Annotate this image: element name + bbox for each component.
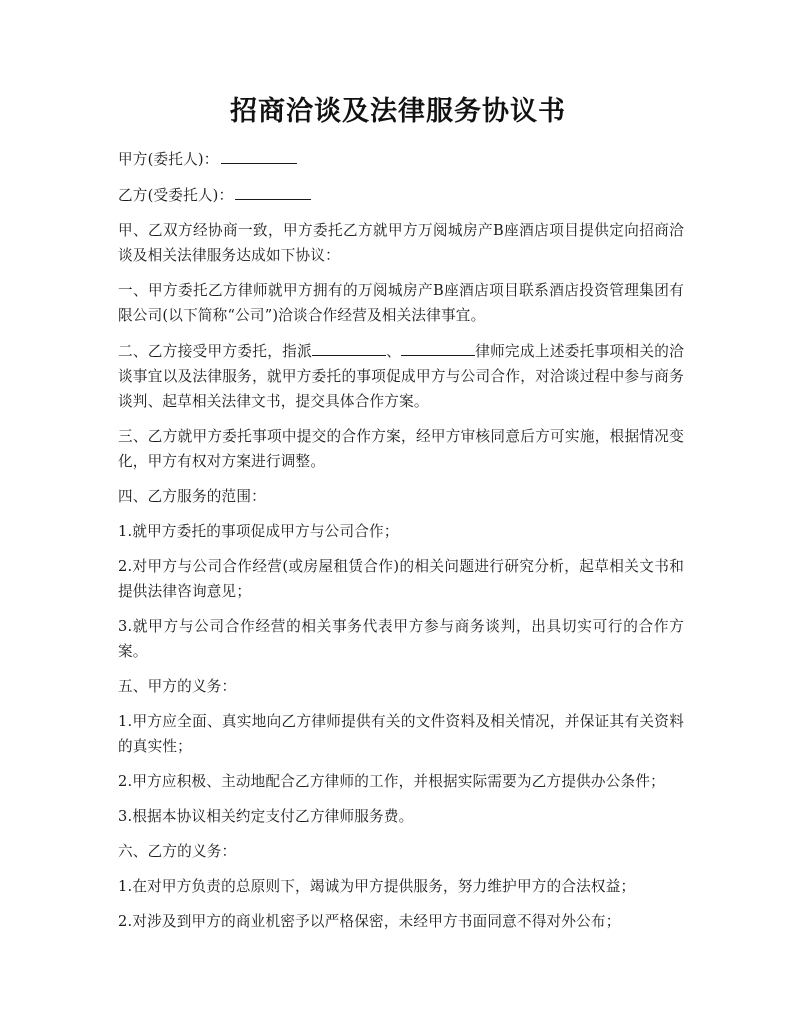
clause-6-item: 2.对涉及到甲方的商业机密予以严格保密，未经甲方书面同意不得对外公布； — [118, 913, 621, 930]
party-a-label: 甲方(委托人)： — [118, 151, 219, 168]
party-b-blank — [235, 182, 311, 200]
clause-2-separator: 、 — [386, 343, 402, 360]
lawyer-1-blank — [312, 338, 386, 356]
clause-6-item: 1.在对甲方负责的总原则下，竭诚为甲方提供服务，努力维护甲方的合法权益； — [118, 878, 636, 895]
clause-6-heading: 六、乙方的义务： — [118, 843, 237, 860]
clause-2-part-2: 律师完成上述委托事项相关的洽谈事宜以及法律服务，就甲方委托的事项促成甲方与公司合作，对洽谈过程中参与商务谈判、起草相关法律文书，提交具体合作方案。 — [118, 343, 685, 410]
party-a-blank — [221, 146, 297, 164]
party-b-label: 乙方(受委托人)： — [118, 187, 234, 204]
party-b-line — [118, 182, 684, 208]
clause-4-item: 1.就甲方委托的事项促成甲方与公司合作； — [118, 523, 399, 540]
intro-paragraph: 甲、乙双方经协商一致，甲方委托乙方就甲方万阅城房产B座酒店项目提供定向招商洽谈及相关法律服务达成如下协议： — [118, 222, 684, 264]
party-a-line — [118, 146, 684, 172]
clause-4-item: 3.就甲方与公司合作经营的相关事务代表甲方参与商务谈判，出具切实可行的合作方案。 — [118, 618, 684, 660]
clause-4-heading: 四、乙方服务的范围： — [118, 488, 266, 505]
clause-2 — [118, 338, 684, 414]
document-title: 招商洽谈及法律服务协议书 — [230, 96, 566, 127]
clause-5-item: 2.甲方应积极、主动地配合乙方律师的工作，并根据实际需要为乙方提供办公条件； — [118, 773, 665, 790]
document-body — [118, 146, 684, 944]
clause-3: 三、乙方就甲方委托事项中提交的合作方案，经甲方审核同意后方可实施，根据情况变化，甲方有权对方案进行调整。 — [118, 428, 684, 470]
clause-4-item: 2.对甲方与公司合作经营(或房屋租赁合作)的相关问题进行研究分析，起草相关文书和提供法律咨询意见； — [118, 558, 684, 600]
clause-2-part-1: 二、乙方接受甲方委托，指派 — [118, 343, 313, 360]
clause-5-item: 1.甲方应全面、真实地向乙方律师提供有关的文件资料及相关情况，并保证其有关资料的真实性； — [118, 713, 684, 755]
lawyer-2-blank — [401, 338, 475, 356]
clause-1: 一、甲方委托乙方律师就甲方拥有的万阅城房产B座酒店项目联系酒店投资管理集团有限公司(以下简称“公司”)洽谈合作经营及相关法律事宜。 — [118, 282, 684, 324]
clause-5-item: 3.根据本协议相关约定支付乙方律师服务费。 — [118, 808, 414, 825]
clause-5-heading: 五、甲方的义务： — [118, 678, 237, 695]
